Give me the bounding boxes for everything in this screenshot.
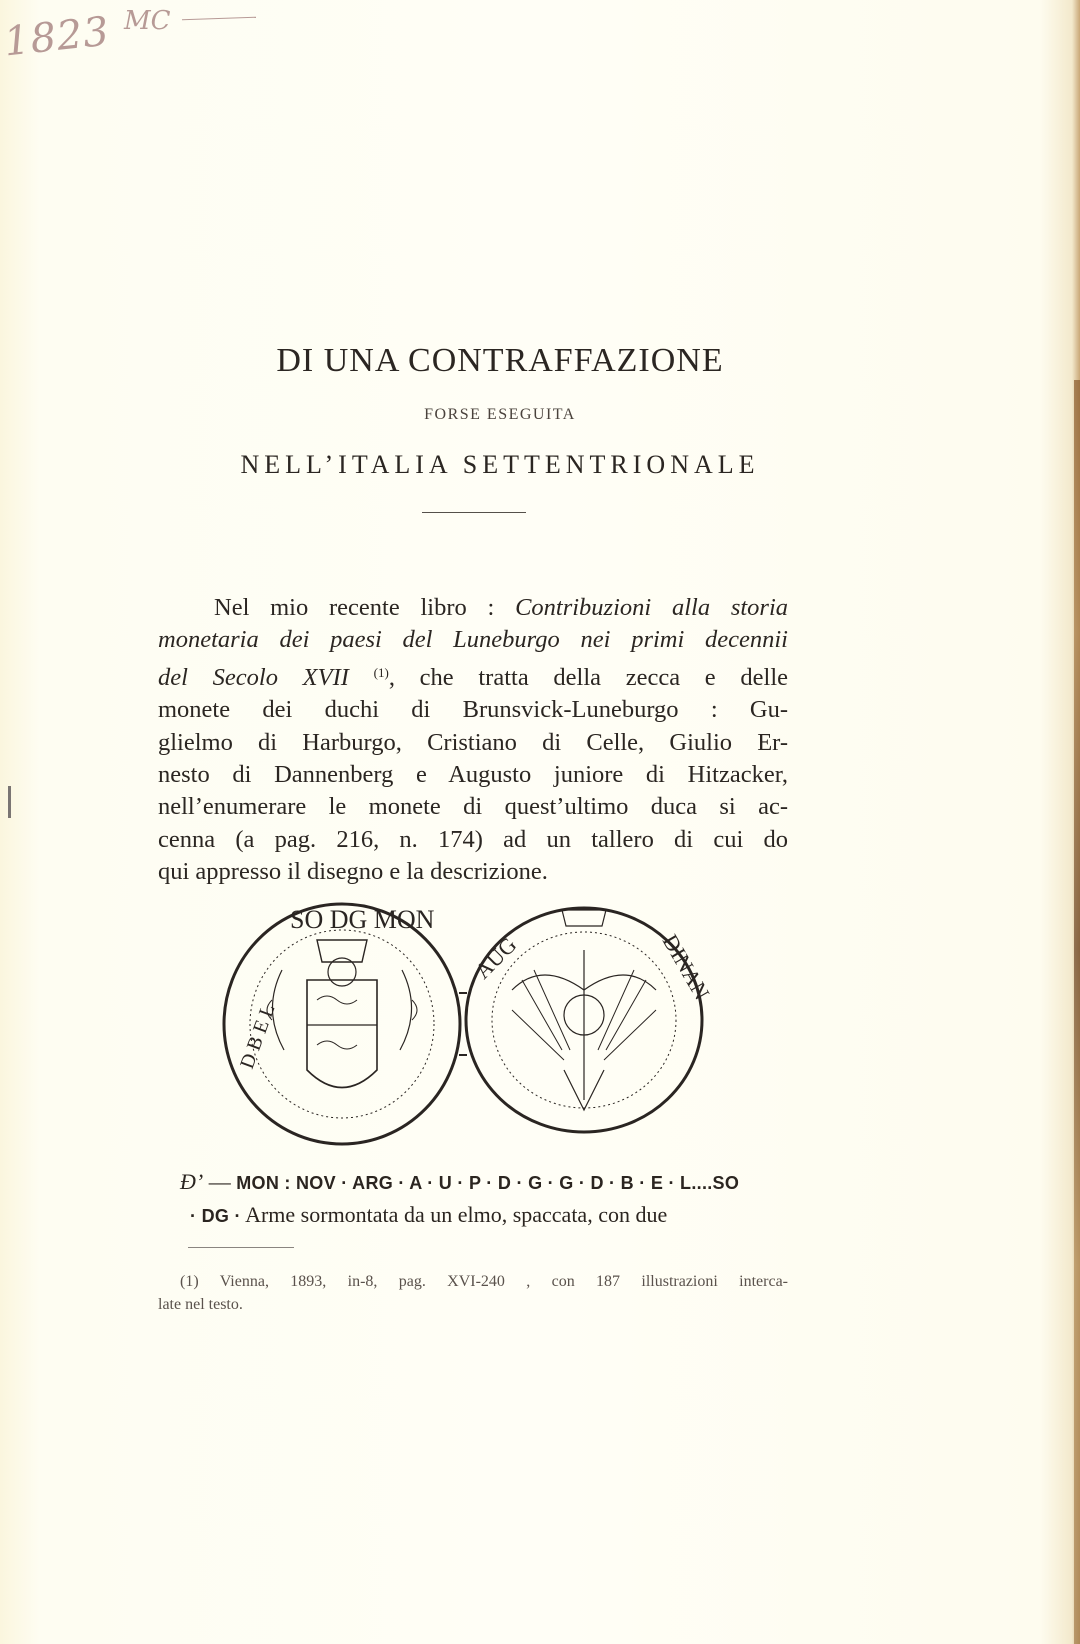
paragraph-line: nell’enumerare le monete di quest’ultimo duca si ac- [158, 793, 788, 821]
paragraph-line: glielmo di Harburgo, Cristiano di Celle, Giulio Er- [158, 728, 788, 756]
paragraph-line: nesto di Dannenberg e Augusto juniore di Hitzacker, [158, 761, 788, 789]
book-title-italic: del Secolo XVII [158, 663, 349, 691]
paragraph-line: monetaria dei paesi del Luneburgo nei primi decennii [158, 626, 788, 654]
coin-legend-end: · DG · [190, 1206, 241, 1226]
title-rule [422, 512, 526, 513]
svg-text:AUG: AUG [469, 932, 522, 984]
handwritten-note: MC [124, 6, 171, 36]
footnote-line: (1) Vienna, 1893, in-8, pag. XVI-240 , con 187 illustrazioni interca- [180, 1273, 788, 1290]
footnote-ref[interactable]: (1) [373, 664, 389, 680]
handwritten-number: 1823 [1, 8, 112, 66]
description-text: Arme sormontata da un elmo, spaccata, con due [245, 1202, 668, 1227]
coin-legend: MON : NOV · ARG · A · U · P · D · G · G · D · B · E · L....SO [236, 1173, 740, 1193]
dash: — [208, 1169, 231, 1194]
paragraph-line: qui appresso il disegno e la descrizione. [158, 858, 548, 886]
handwritten-dash [182, 17, 256, 21]
book-title-italic: Contribuzioni alla storia [515, 594, 789, 621]
obverse-mark: Ɖ’ [180, 1169, 204, 1194]
body-paragraph [158, 592, 788, 889]
margin-mark [8, 786, 11, 818]
caption-line-2 [180, 1199, 790, 1232]
paragraph-line [158, 657, 788, 694]
paragraph-line [158, 592, 788, 624]
footnote-rule [188, 1247, 294, 1248]
coin-illustration [222, 900, 722, 1150]
coin-obverse-icon [224, 904, 460, 1144]
caption-line-1 [180, 1166, 790, 1199]
title-line-2: NELL’ITALIA SETTENTRIONALE [240, 450, 760, 479]
title: DI UNA CONTRAFFAZIONE [276, 342, 724, 379]
paragraph-line: cenna (a pag. 216, n. 174) ad un tallero di cui do [158, 825, 788, 853]
coin-description [180, 1166, 790, 1232]
footnote [158, 1270, 788, 1316]
text: , che tratta della zecca e delle [388, 663, 789, 691]
footnote-line: late nel testo. [158, 1296, 243, 1313]
coin-reverse-icon [466, 908, 715, 1132]
page-edge-stain [1074, 380, 1080, 1644]
svg-text:SO DG MON: SO DG MON [290, 905, 435, 934]
paragraph-line: monete dei duchi di Brunsvick-Luneburgo : Gu- [158, 696, 788, 724]
svg-text:DINAN: DINAN [657, 930, 715, 1004]
text: Nel mio recente libro : [214, 594, 516, 621]
svg-text:D B E L: D B E L [236, 1001, 280, 1072]
subtitle: FORSE ESEGUITA [424, 406, 576, 423]
